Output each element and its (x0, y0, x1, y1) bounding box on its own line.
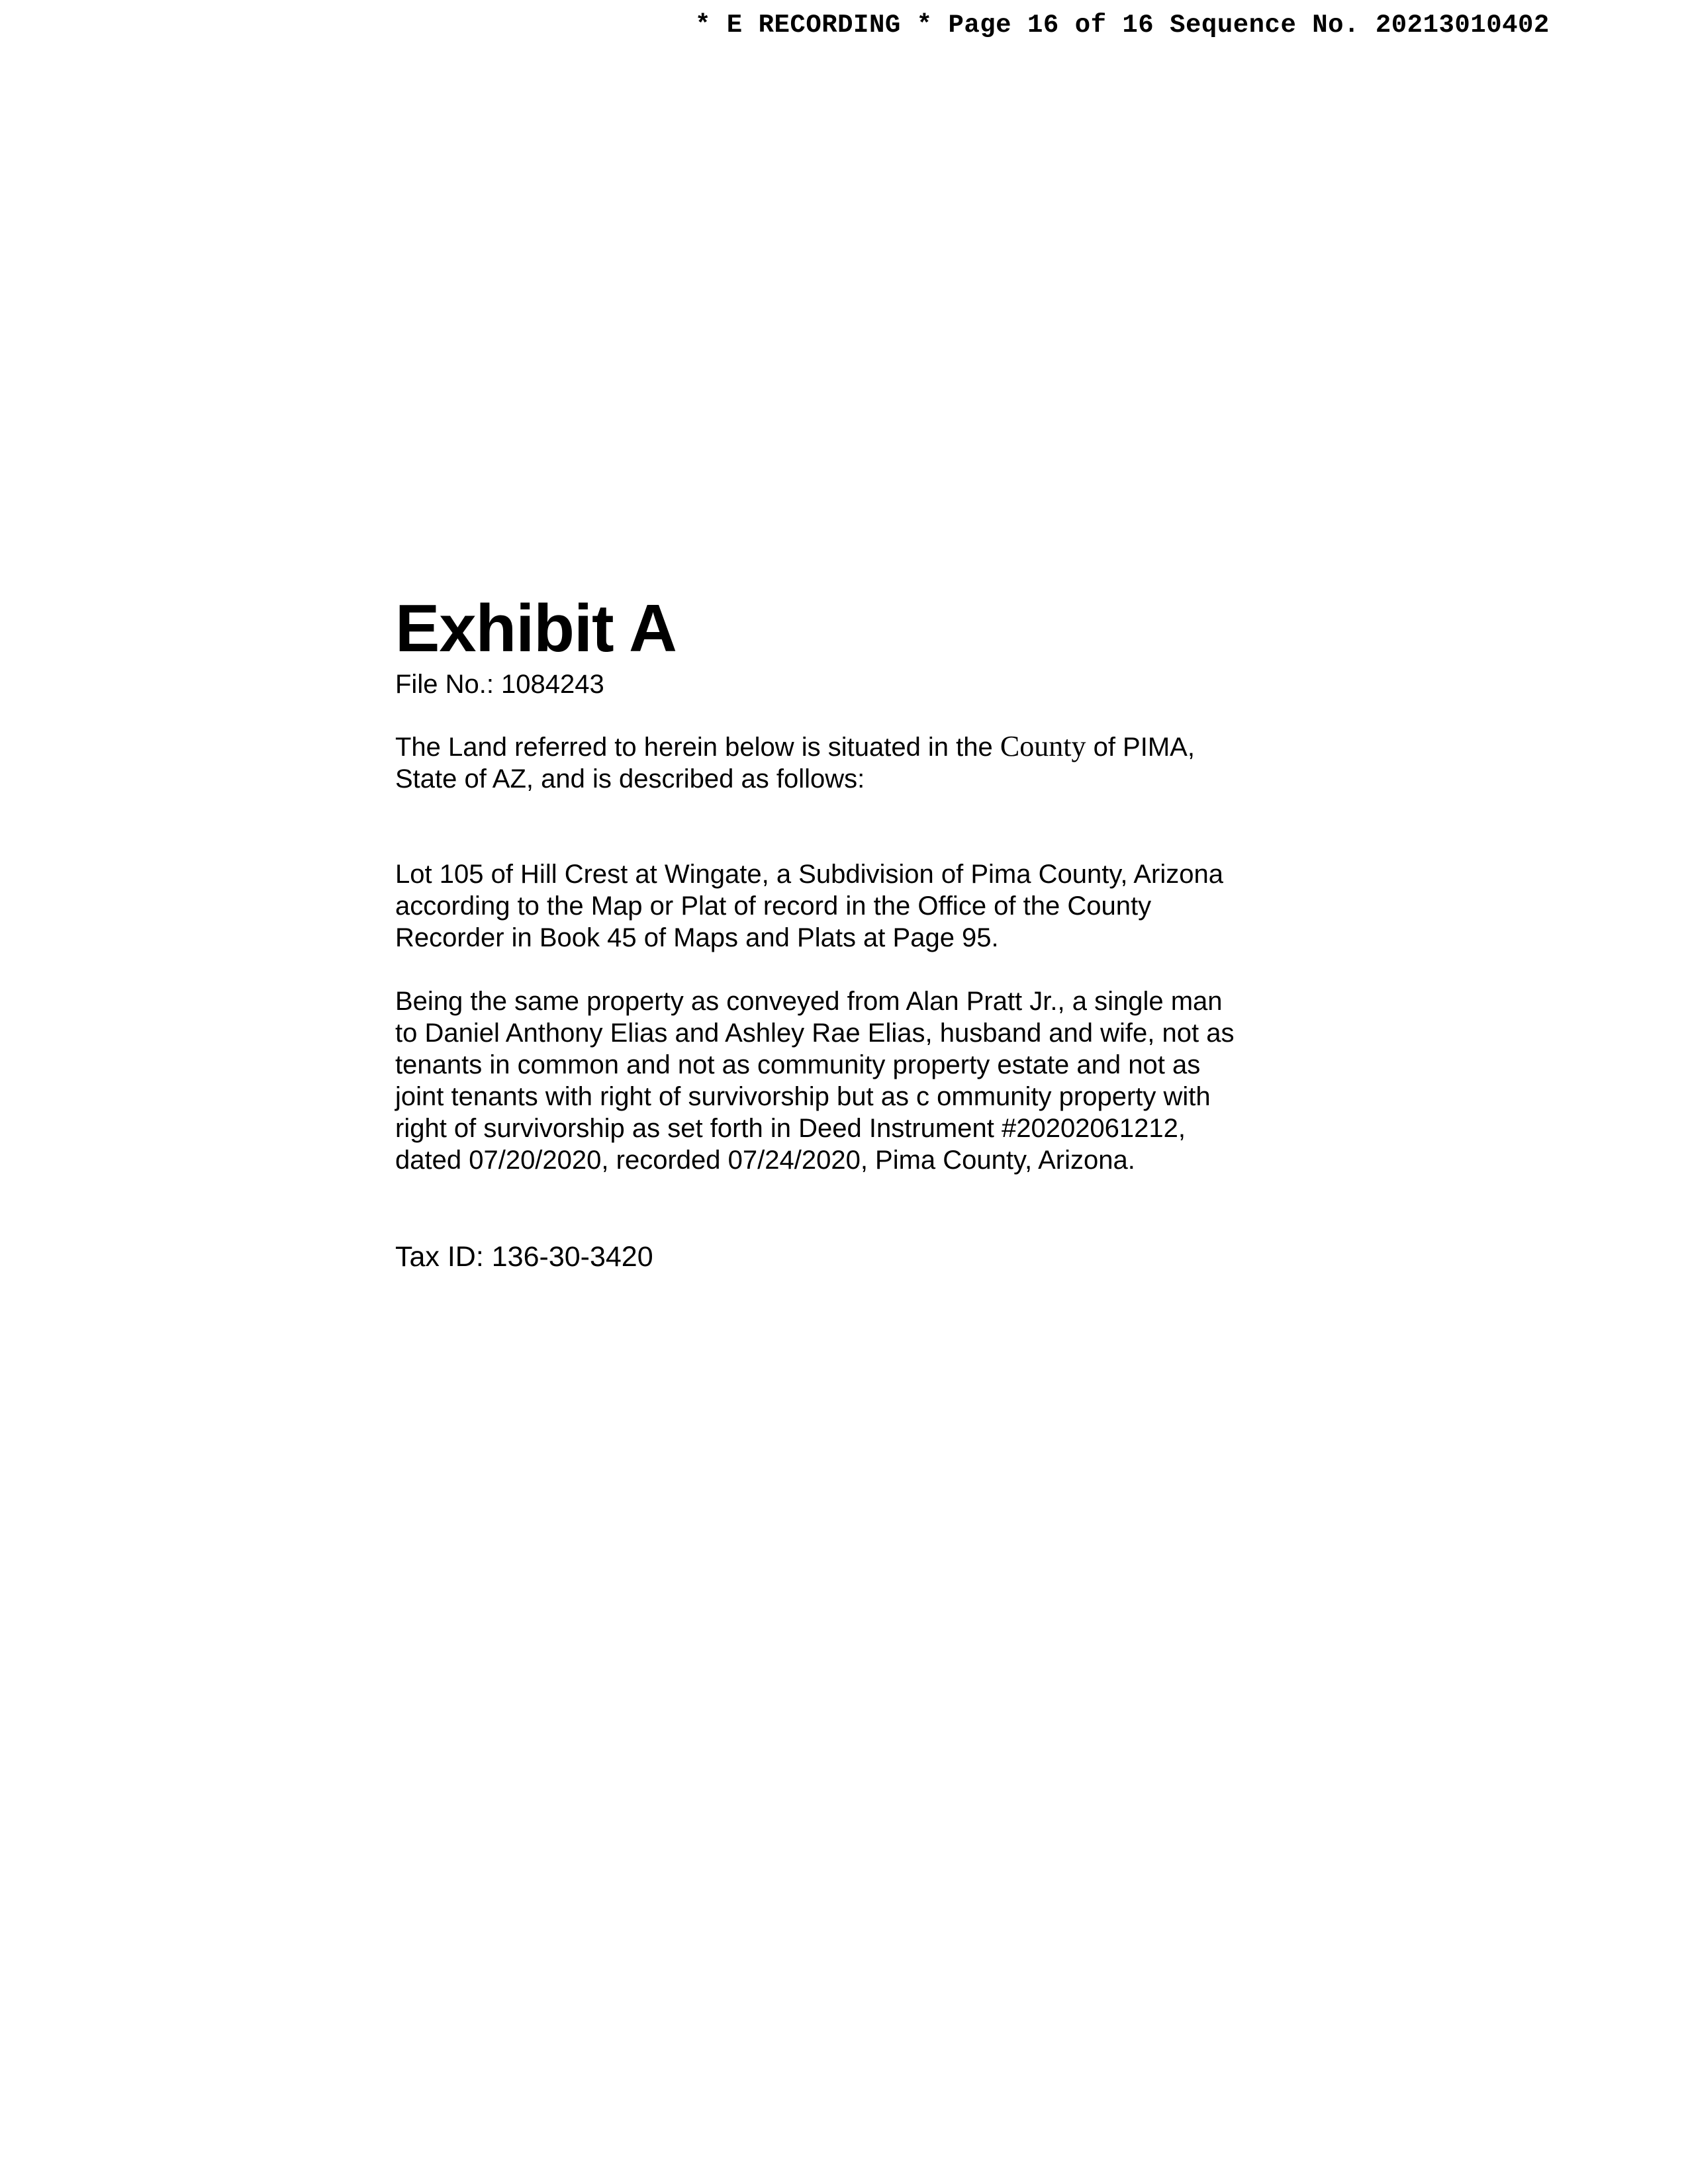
conveyance-line: tenants in common and not as community property estate and not as (395, 1050, 1201, 1079)
conveyance-paragraph (395, 985, 1322, 1176)
conveyance-line: dated 07/20/2020, recorded 07/24/2020, Pima County, Arizona. (395, 1146, 1135, 1175)
exhibit-content (395, 589, 1322, 1274)
file-number: File No.: 1084243 (395, 670, 604, 699)
land-intro-before: The Land referred to herein below is situated in the (395, 733, 1000, 762)
lot-description-line: Recorder in Book 45 of Maps and Plats at Page 95. (395, 923, 999, 952)
tax-id: Tax ID: 136-30-3420 (395, 1241, 653, 1273)
land-intro-line-2: State of AZ, and is described as follows: (395, 764, 865, 794)
lot-description-line: Lot 105 of Hill Crest at Wingate, a Subdivision of Pima County, Arizona (395, 860, 1223, 889)
lot-description-line: according to the Map or Plat of record in the Office of the County (395, 891, 1152, 921)
land-intro-paragraph (395, 731, 1322, 795)
recording-header: * E RECORDING * Page 16 of 16 Sequence No. 20213010402 (695, 11, 1550, 40)
land-intro-line-1 (395, 731, 1322, 763)
conveyance-line: Being the same property as conveyed from Alan Pratt Jr., a single man (395, 987, 1223, 1016)
land-intro-after: of PIMA, (1086, 733, 1195, 762)
conveyance-line: joint tenants with right of survivorship but as c ommunity property with (395, 1082, 1211, 1111)
exhibit-title: Exhibit A (395, 592, 677, 666)
conveyance-line: right of survivorship as set forth in Deed Instrument #20202061212, (395, 1114, 1186, 1143)
county-word: County (1000, 730, 1086, 762)
lot-description-paragraph (395, 858, 1322, 954)
conveyance-line: to Daniel Anthony Elias and Ashley Rae Elias, husband and wife, not as (395, 1019, 1235, 1048)
